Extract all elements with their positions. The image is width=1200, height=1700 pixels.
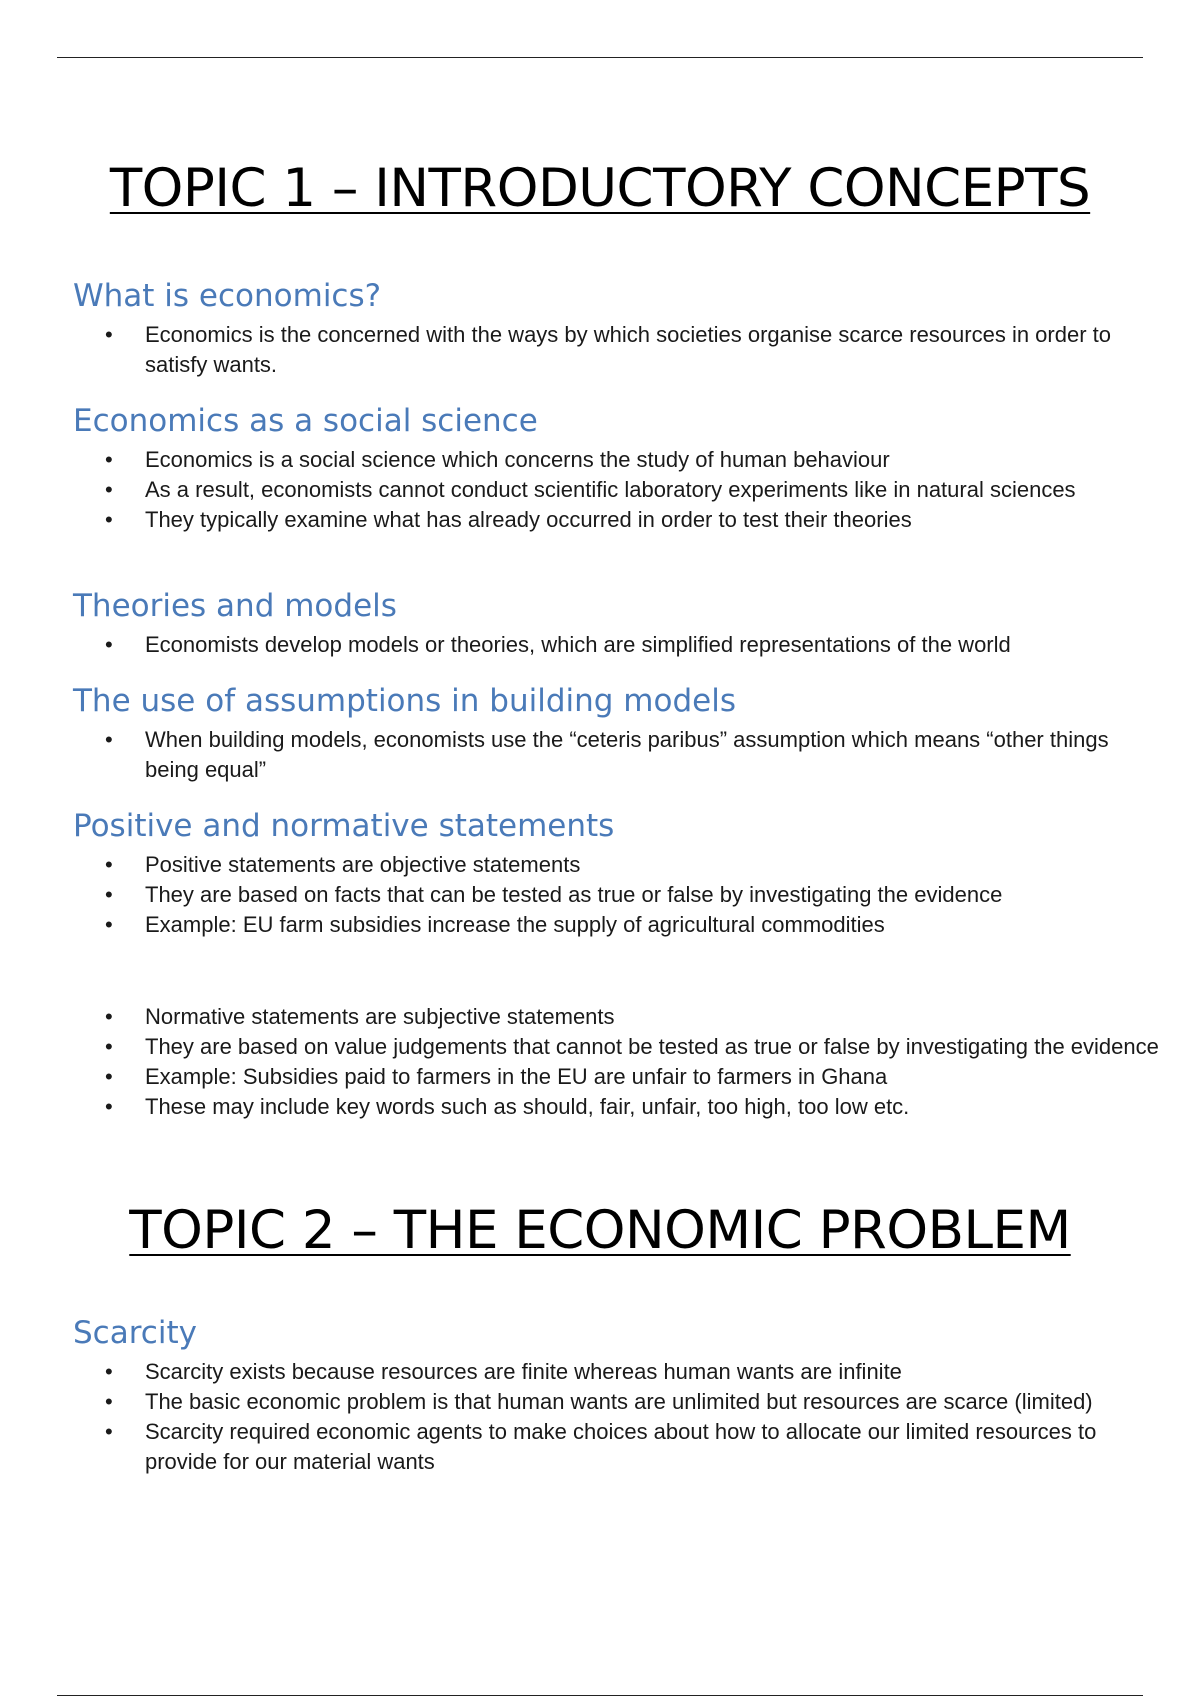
list-item [73, 910, 1163, 940]
list-item-text: They are based on facts that can be tested as true or false by investigating the evidence [145, 882, 1003, 907]
list-item [73, 445, 1163, 475]
bullet-icon: • [105, 727, 113, 752]
bullet-icon: • [105, 322, 113, 347]
topic-2-title-text: TOPIC 2 – THE ECONOMIC PROBLEM [129, 1200, 1071, 1261]
section-social-science [73, 401, 1163, 535]
bullet-list-normative [73, 1002, 1163, 1122]
topic-1-title [0, 158, 1200, 219]
bullet-list [73, 445, 1163, 535]
section-heading: Theories and models [73, 588, 397, 624]
bullet-list [73, 630, 1163, 660]
section-theories-and-models [73, 586, 1163, 660]
list-item-text: The basic economic problem is that human wants are unlimited but resources are scarce (limited) [145, 1389, 1093, 1414]
bullet-icon: • [105, 477, 113, 502]
bullet-icon: • [105, 1419, 113, 1444]
list-item [73, 1357, 1163, 1387]
list-item-text: Economics is a social science which concerns the study of human behaviour [145, 447, 890, 472]
list-item-text: Scarcity exists because resources are finite whereas human wants are infinite [145, 1359, 902, 1384]
list-item [73, 1417, 1163, 1477]
list-item-text: As a result, economists cannot conduct scientific laboratory experiments like in natural sciences [145, 477, 1076, 502]
bullet-icon: • [105, 882, 113, 907]
list-item-text: Example: EU farm subsidies increase the supply of agricultural commodities [145, 912, 885, 937]
list-item [73, 630, 1163, 660]
bullet-icon: • [105, 632, 113, 657]
topic-1-title-text: TOPIC 1 – INTRODUCTORY CONCEPTS [109, 158, 1091, 219]
list-item [73, 850, 1163, 880]
list-item [73, 1032, 1163, 1062]
bullet-icon: • [105, 507, 113, 532]
list-item-text: They are based on value judgements that cannot be tested as true or false by investigating the evidence [145, 1034, 1159, 1059]
list-item-text: These may include key words such as should, fair, unfair, too high, too low etc. [145, 1094, 910, 1119]
list-item-text: Scarcity required economic agents to make choices about how to allocate our limited resources to provide for our material wants [145, 1419, 1097, 1474]
bullet-icon: • [105, 852, 113, 877]
section-what-is-economics [73, 276, 1163, 380]
bullet-icon: • [105, 447, 113, 472]
list-item-text: Positive statements are objective statements [145, 852, 581, 877]
list-item [73, 880, 1163, 910]
section-heading: Positive and normative statements [73, 808, 615, 844]
list-item [73, 475, 1163, 505]
bullet-icon: • [105, 912, 113, 937]
list-item [73, 1002, 1163, 1032]
bullet-icon: • [105, 1034, 113, 1059]
section-heading: The use of assumptions in building models [73, 683, 736, 719]
section-heading: Scarcity [73, 1315, 197, 1351]
bottom-rule [57, 1695, 1143, 1696]
list-item [73, 1062, 1163, 1092]
list-item-text: They typically examine what has already occurred in order to test their theories [145, 507, 912, 532]
list-item [73, 725, 1163, 785]
topic-2-title [0, 1200, 1200, 1261]
list-item-text: Economists develop models or theories, which are simplified representations of the world [145, 632, 1011, 657]
bullet-icon: • [105, 1389, 113, 1414]
section-heading: Economics as a social science [73, 403, 538, 439]
bullet-icon: • [105, 1004, 113, 1029]
top-rule [57, 57, 1143, 58]
list-item-text: Normative statements are subjective statements [145, 1004, 615, 1029]
bullet-list [73, 850, 1163, 940]
section-heading: What is economics? [73, 278, 382, 314]
bullet-icon: • [105, 1094, 113, 1119]
bullet-list [73, 320, 1163, 380]
list-item [73, 1387, 1163, 1417]
bullet-icon: • [105, 1064, 113, 1089]
list-item-text: Example: Subsidies paid to farmers in the EU are unfair to farmers in Ghana [145, 1064, 888, 1089]
bullet-list [73, 725, 1163, 785]
section-assumptions [73, 681, 1163, 785]
section-scarcity [73, 1313, 1163, 1477]
list-item [73, 320, 1163, 380]
bullet-icon: • [105, 1359, 113, 1384]
list-item-text: Economics is the concerned with the ways by which societies organise scarce resources in order to satisfy wants. [145, 322, 1112, 377]
list-item-text: When building models, economists use the “ceteris paribus” assumption which means “other things being equal” [145, 727, 1109, 782]
list-item [73, 1092, 1163, 1122]
list-item [73, 505, 1163, 535]
bullet-list [73, 1357, 1163, 1477]
section-positive-normative [73, 806, 1163, 1122]
